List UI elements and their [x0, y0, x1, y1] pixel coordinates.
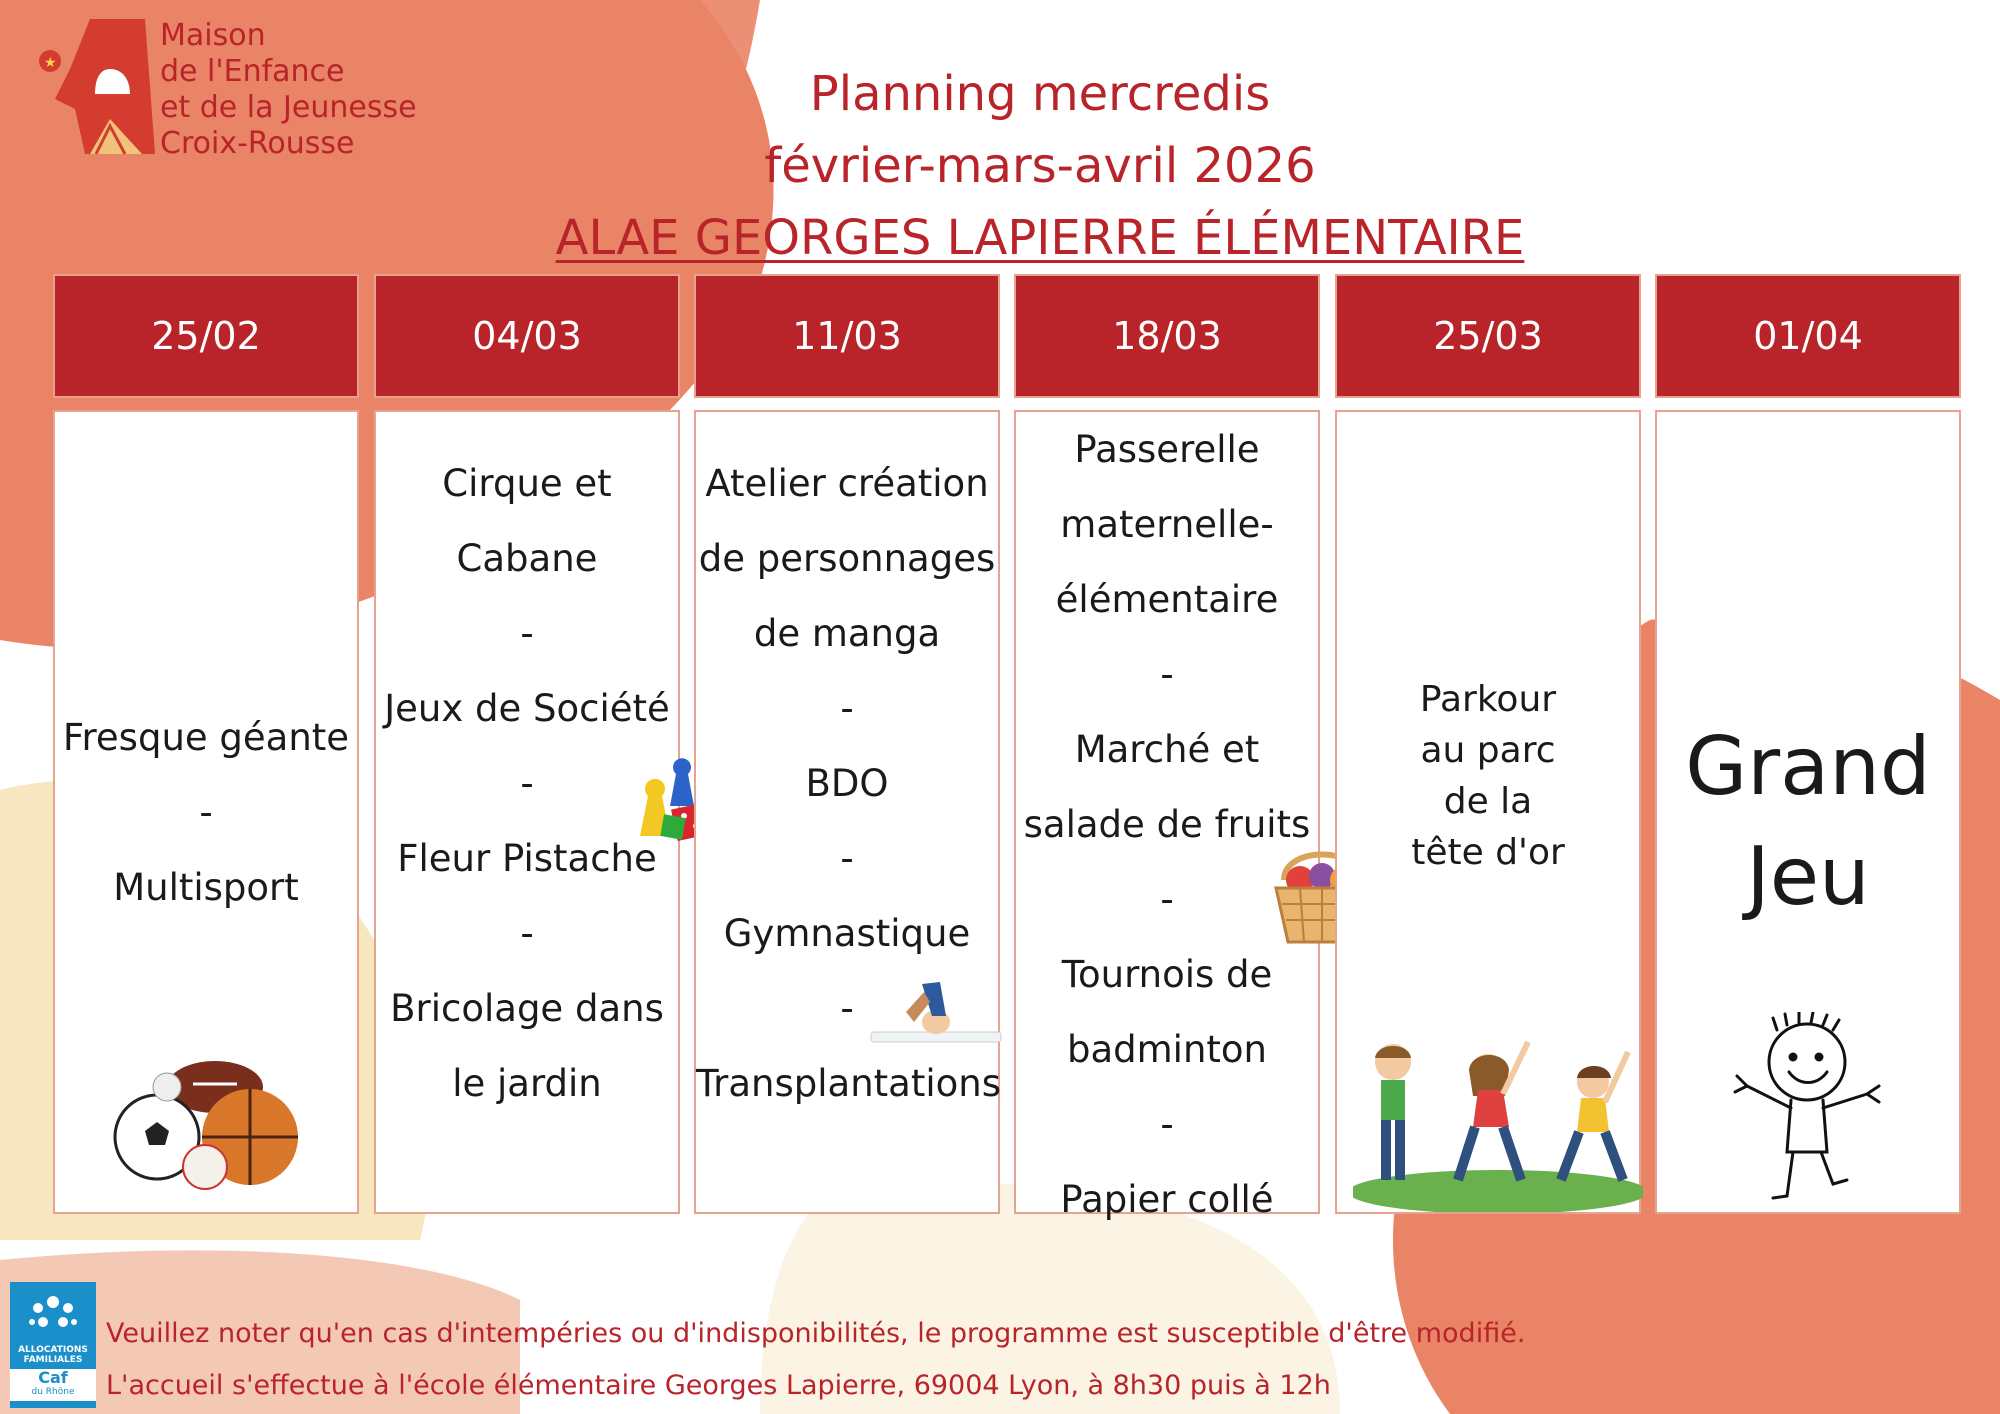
activity-line: salade de fruits [1023, 803, 1311, 846]
activity-line: BDO [805, 762, 889, 805]
activity-card [694, 410, 1000, 1214]
activity-line: de personnages [698, 537, 996, 580]
organization-logo [30, 14, 450, 164]
page-period: février-mars-avril 2026 [764, 138, 1316, 194]
activity-line: de la [1443, 781, 1533, 822]
activity-line: Tournois de [1061, 953, 1273, 996]
activity-line: - [520, 762, 534, 805]
activity-line: - [1160, 653, 1174, 696]
activity-line: - [1160, 1103, 1174, 1146]
caf-logo: ALLOCATIONS FAMILIALES Caf du Rhône [10, 1282, 96, 1408]
activity-line: - [520, 912, 534, 955]
gymnast-icon [866, 972, 1006, 1052]
svg-text:★: ★ [44, 55, 57, 71]
date-header: 04/03 [374, 274, 680, 398]
activity-line: Marché et [1074, 728, 1260, 771]
activity-line: - [840, 987, 854, 1030]
page-title: Planning mercredis [809, 66, 1271, 122]
activity-card [53, 410, 359, 1214]
activity-line: - [840, 687, 854, 730]
footer-notes [106, 1308, 1525, 1412]
logo-text: Maison de l'Enfance et de la Jeunesse Croix-Rousse [160, 18, 417, 161]
activity-line: Cirque et [442, 462, 612, 505]
page-subtitle: ALAE GEORGES LAPIERRE ÉLÉMENTAIRE [555, 210, 1525, 266]
activity-line: Grand [1685, 720, 1931, 813]
activity-card [1014, 410, 1320, 1221]
activity-line: Transplantations [696, 1062, 1001, 1105]
activity-line: Jeu [1746, 830, 1870, 923]
activity-line: de manga [753, 612, 941, 655]
activity-line: Bricolage dans [390, 987, 664, 1030]
activity-card [1335, 410, 1641, 1214]
caf-family-icon [10, 1282, 96, 1342]
kids-stretching-icon [1353, 1032, 1643, 1212]
activity-line: Passerelle [1074, 428, 1260, 471]
activity-line: Fleur Pistache [397, 837, 657, 880]
activity-line: Multisport [113, 866, 299, 909]
activity-line: maternelle- [1060, 503, 1274, 546]
logo-mark-icon [30, 14, 170, 164]
activity-line: au parc [1420, 730, 1556, 771]
activity-line: Papier collé [1060, 1178, 1274, 1221]
page-header [540, 58, 1540, 274]
activity-card [1655, 410, 1961, 1214]
activity-line: tête d'or [1411, 832, 1565, 873]
activity-line: badminton [1066, 1028, 1267, 1071]
activity-line: Atelier création [705, 462, 989, 505]
activity-line: Parkour [1419, 679, 1557, 720]
date-header: 18/03 [1014, 274, 1320, 398]
activity-line: le jardin [452, 1062, 602, 1105]
address-notice: L'accueil s'effectue à l'école élémentaire Georges Lapierre, 69004 Lyon, à 8h30 puis à 12h [106, 1370, 1331, 1401]
date-header: 11/03 [694, 274, 1000, 398]
activity-line: élémentaire [1055, 578, 1279, 621]
activity-line: - [1160, 878, 1174, 921]
activity-line: - [840, 837, 854, 880]
activity-line: Gymnastique [723, 912, 971, 955]
activity-line: Jeux de Société [384, 687, 670, 730]
sports-balls-icon [105, 1052, 305, 1192]
date-header: 25/03 [1335, 274, 1641, 398]
activity-line: Fresque géante [62, 716, 350, 759]
activity-line: - [520, 612, 534, 655]
happy-child-drawing-icon [1707, 1012, 1907, 1202]
weather-notice: Veuillez noter qu'en cas d'intempéries ou d'indisponibilités, le programme est susceptible d'être modifié. [106, 1318, 1526, 1349]
activity-line: - [199, 791, 213, 834]
activity-line: Cabane [456, 537, 598, 580]
date-header: 01/04 [1655, 274, 1961, 398]
date-header: 25/02 [53, 274, 359, 398]
